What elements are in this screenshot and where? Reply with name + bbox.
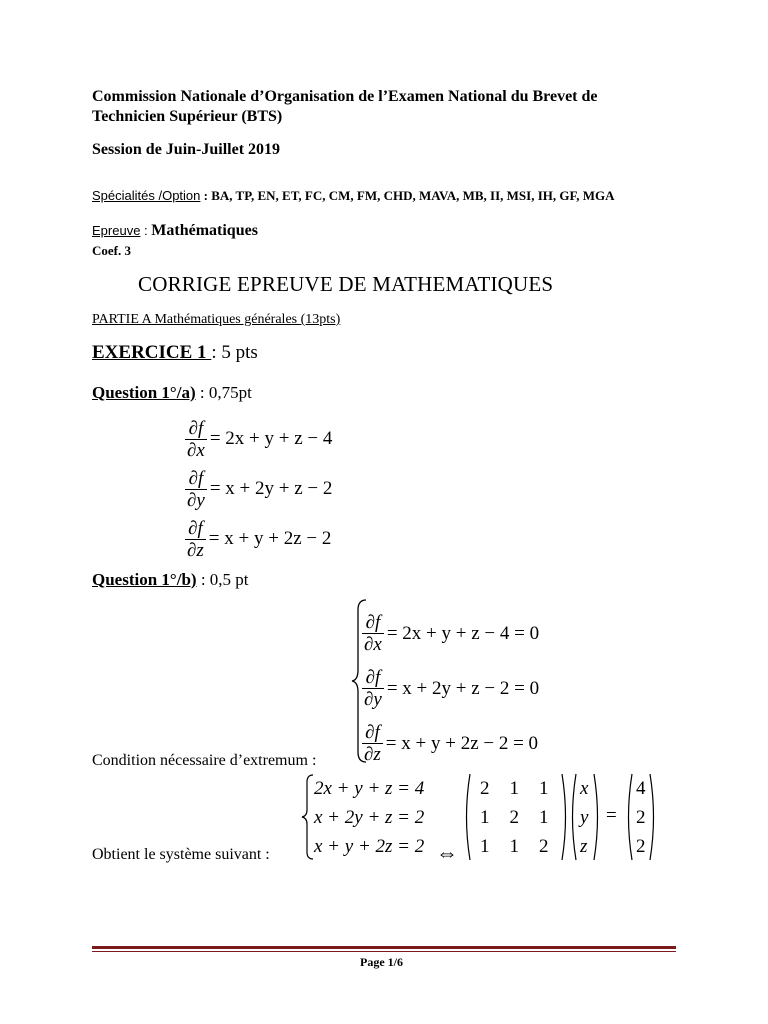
- matrix-grid: [480, 774, 549, 861]
- commission-line-1: Commission Nationale d’Organisation de l’Examen National du Brevet de: [92, 88, 598, 105]
- rhs-value: 4: [636, 778, 646, 799]
- fraction-num: ∂f: [362, 612, 384, 634]
- equation-rhs: = x + 2y + z − 2: [209, 478, 333, 499]
- fraction: [185, 518, 206, 561]
- variable-vector: [568, 772, 602, 862]
- variable-list: [580, 774, 588, 861]
- system-row-z: [362, 716, 539, 771]
- fraction: [185, 418, 207, 461]
- session-line: Session de Juin-Juillet 2019: [92, 141, 281, 158]
- fraction-den: ∂x: [187, 439, 205, 461]
- exercice-heading: [92, 342, 258, 364]
- matrix-row-2: [480, 803, 549, 832]
- question-b-label: Question 1°/b): [92, 570, 197, 589]
- matrix-row-1: [480, 774, 549, 803]
- epreuve-label: Epreuve: [92, 223, 141, 238]
- equals-sign: =: [606, 805, 617, 826]
- question-b-points: : 0,5 pt: [196, 570, 249, 589]
- matrix-cell: 2: [539, 836, 549, 857]
- matrix-cell: 1: [539, 778, 549, 799]
- question-b-heading: [92, 570, 249, 590]
- matrix-cell: 1: [539, 807, 549, 828]
- exercice-label: EXERCICE 1: [92, 342, 212, 363]
- epreuve-value: Mathématiques: [151, 222, 258, 239]
- linear-eq-2: x + 2y + z = 2: [314, 807, 425, 828]
- right-paren-icon: [592, 772, 602, 862]
- fraction-num: ∂f: [185, 418, 207, 440]
- fraction-num: ∂f: [185, 468, 207, 490]
- linear-eq-1: 2x + y + z = 4: [314, 778, 425, 799]
- rhs-list: [636, 774, 646, 861]
- fraction-den: ∂y: [187, 489, 205, 511]
- equivalence-icon: ⇔: [436, 840, 458, 865]
- rhs-vector: [624, 772, 658, 862]
- system-row-y: [362, 661, 539, 716]
- right-paren-icon: [648, 772, 658, 862]
- equation-rhs: = x + y + 2z − 2: [208, 528, 332, 549]
- epreuve-line: [92, 222, 258, 240]
- derivative-y-row: [185, 464, 332, 514]
- fraction-den: ∂y: [364, 689, 382, 710]
- fraction-den: ∂x: [364, 634, 382, 655]
- commission-line-2: Technicien Supérieur (BTS): [92, 108, 283, 125]
- fraction: [362, 722, 383, 765]
- linear-eq-3: x + y + 2z = 2: [314, 836, 425, 857]
- coef-line: Coef. 3: [92, 243, 131, 258]
- question-a-points: : 0,75pt: [195, 383, 252, 402]
- page-number: Page 1/6: [360, 955, 403, 969]
- matrix-cell: 1: [509, 778, 519, 799]
- fraction-den: ∂z: [187, 539, 204, 561]
- left-paren-icon: [462, 772, 472, 862]
- fraction-num: ∂f: [185, 518, 206, 540]
- matrix-cell: 1: [509, 836, 519, 857]
- derivative-z-row: [185, 514, 332, 564]
- question-b-system: [362, 606, 539, 771]
- equation-rhs: = 2x + y + z − 4: [209, 428, 333, 449]
- obtient-text: Obtient le système suivant :: [92, 846, 270, 863]
- fraction: [185, 468, 207, 511]
- exercice-points: : 5 pts: [211, 342, 258, 363]
- matrix-cell: 1: [480, 836, 490, 857]
- footer-rule: [92, 946, 676, 949]
- left-paren-icon: [624, 772, 634, 862]
- question-a-equations: [185, 414, 332, 564]
- matrix-cell: 2: [509, 807, 519, 828]
- matrix-cell: 1: [480, 807, 490, 828]
- rhs-value: 2: [636, 836, 646, 857]
- footer-rule-thin: [92, 951, 676, 952]
- fraction-den: ∂z: [364, 744, 381, 765]
- page-title: CORRIGE EPREUVE DE MATHEMATIQUES: [138, 272, 554, 296]
- system-row-x: [362, 606, 539, 661]
- fraction-num: ∂f: [362, 667, 384, 689]
- var-z: z: [580, 836, 588, 857]
- condition-text: Condition nécessaire d’extremum :: [92, 752, 317, 769]
- derivative-x-row: [185, 414, 332, 464]
- matrix-row-3: [480, 832, 549, 861]
- linear-system: [314, 774, 424, 861]
- question-a-heading: [92, 383, 252, 403]
- var-x: x: [580, 778, 589, 799]
- specialites-value: : BA, TP, EN, ET, FC, CM, FM, CHD, MAVA, MB, II, MSI, IH, GF, MGA: [200, 188, 615, 203]
- rhs-value: 2: [636, 807, 646, 828]
- coefficient-matrix: [462, 772, 570, 862]
- fraction: [362, 612, 384, 655]
- specialites-line: [92, 188, 615, 204]
- equation-rhs: = x + y + 2z − 2 = 0: [385, 732, 539, 754]
- equation-rhs: = x + 2y + z − 2 = 0: [386, 677, 540, 699]
- fraction: [362, 667, 384, 710]
- matrix-cell: 2: [480, 778, 490, 799]
- specialites-label: Spécialités /Option: [92, 188, 201, 203]
- fraction-num: ∂f: [362, 722, 383, 744]
- epreuve-sep: :: [140, 223, 152, 238]
- partie-heading: PARTIE A Mathématiques générales (13pts): [92, 312, 341, 327]
- var-y: y: [580, 807, 589, 828]
- equation-rhs: = 2x + y + z − 4 = 0: [386, 622, 540, 644]
- left-paren-icon: [568, 772, 578, 862]
- question-a-label: Question 1°/a): [92, 383, 196, 402]
